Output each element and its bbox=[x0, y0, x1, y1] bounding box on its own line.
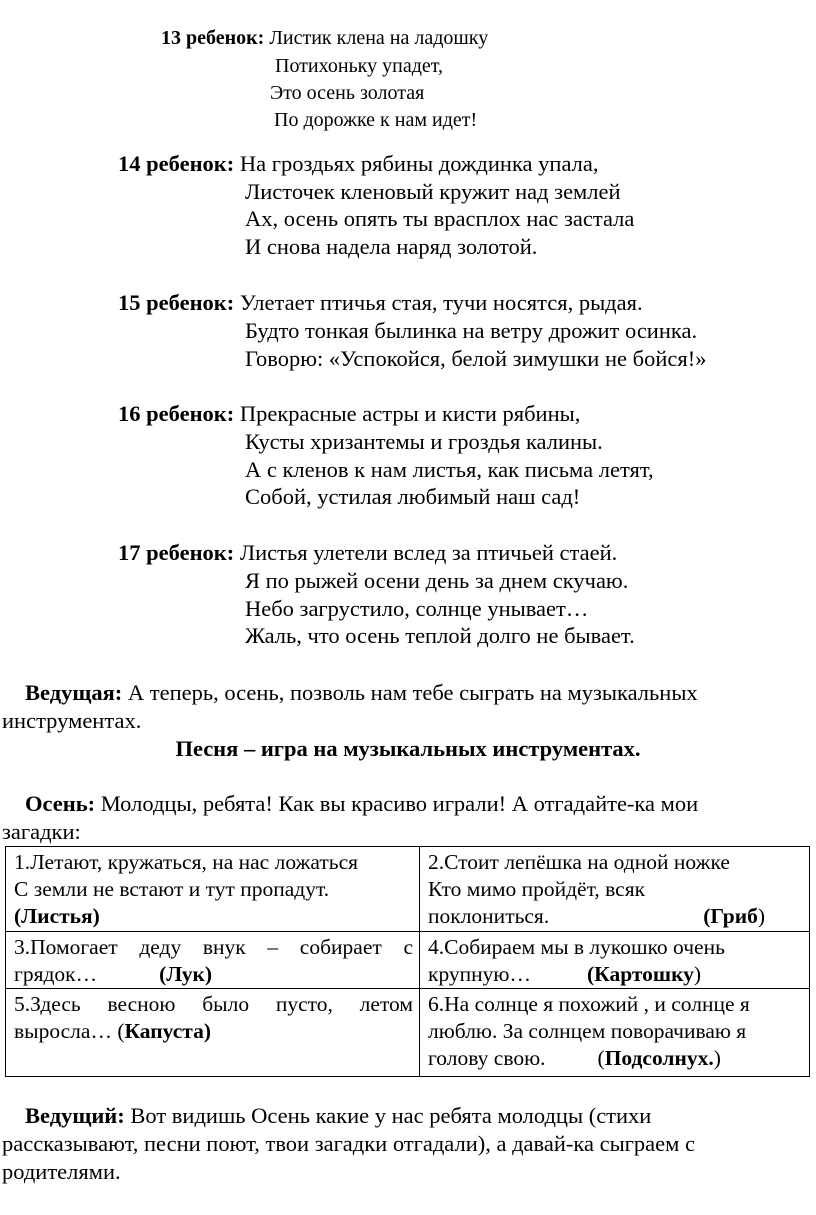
riddle-3-line-2: грядок… bbox=[14, 962, 98, 986]
riddle-2-answer: Гриб bbox=[710, 904, 758, 928]
riddle-6-close-paren: ) bbox=[713, 1046, 721, 1070]
poem-13-line-3: Это осень золотая bbox=[270, 82, 425, 104]
autumn-speaker: Осень: bbox=[25, 791, 96, 816]
poem-14-text-1: На гроздьях рябины дождинка упала, bbox=[239, 151, 599, 176]
host2-text-1: Вот видишь Осень какие у нас ребята молодцы (стихи bbox=[130, 1103, 652, 1128]
riddle-2-line-3: поклониться. bbox=[428, 904, 550, 928]
host1-line-1 bbox=[25, 680, 698, 706]
autumn-text-1: Молодцы, ребята! Как вы красиво играли! А отгадайте-ка мои bbox=[100, 791, 699, 816]
autumn-line-2: загадки: bbox=[2, 819, 81, 844]
riddle-1-line-1: 1.Летают, кружаться, на нас ложаться bbox=[14, 850, 359, 874]
poem-15-speaker: 15 ребенок: bbox=[118, 290, 235, 315]
riddle-4-cell bbox=[420, 932, 810, 989]
riddle-2-line-1: 2.Стоит лепёшка на одной ножке bbox=[428, 850, 730, 874]
poem-15-text-1: Улетает птичья стая, тучи носятся, рыдая. bbox=[239, 290, 643, 315]
poem-15-line-2: Будто тонкая былинка на ветру дрожит осинка. bbox=[245, 318, 698, 343]
riddle-6-open-paren: ( bbox=[597, 1046, 605, 1070]
poem-16-speaker: 16 ребенок: bbox=[118, 401, 235, 426]
host1-text-1: А теперь, осень, позволь нам тебе сыграть на музыкальных bbox=[127, 680, 698, 705]
riddle-2-close-paren: ) bbox=[757, 904, 765, 928]
riddle-1-cell bbox=[6, 847, 420, 932]
poem-13-speaker: 13 ребенок: bbox=[161, 27, 265, 49]
autumn-line-1 bbox=[25, 791, 698, 817]
poem-14-line-2: Листочек кленовый кружит над землей bbox=[245, 179, 621, 204]
host2-line-1 bbox=[25, 1103, 651, 1129]
riddle-4-answer: (Картошку bbox=[587, 962, 694, 986]
host1-speaker: Ведущая: bbox=[25, 680, 123, 705]
poem-17-line-2: Я по рыжей осени день за днем скучаю. bbox=[245, 568, 629, 593]
poem-17-line-4: Жаль, что осень теплой долго не бывает. bbox=[245, 623, 635, 648]
riddle-6-line-2: люблю. За солнцем поворачиваю я bbox=[428, 1019, 747, 1043]
table-row bbox=[6, 989, 810, 1077]
riddle-5-line-2: выросла… bbox=[14, 1019, 112, 1043]
poem-16-line-4: Собой, устилая любимый наш сад! bbox=[245, 484, 581, 509]
riddle-5-cell bbox=[6, 989, 420, 1077]
poem-13-text-1: Листик клена на ладошку bbox=[269, 27, 489, 49]
poem-16-text-1: Прекрасные астры и кисти рябины, bbox=[239, 401, 581, 426]
riddle-3-answer: (Лук) bbox=[159, 962, 213, 986]
riddle-3-cell bbox=[6, 932, 420, 989]
riddle-4-line-2: крупную… bbox=[428, 962, 531, 986]
poem-15-line-1 bbox=[118, 290, 643, 316]
host2-speaker: Ведущий: bbox=[25, 1103, 125, 1128]
poem-16-line-2: Кусты хризантемы и гроздья калины. bbox=[245, 429, 603, 454]
riddle-1-answer: (Листья) bbox=[14, 904, 100, 928]
poem-14-line-4: И снова надела наряд золотой. bbox=[245, 234, 538, 259]
poem-13-line-1 bbox=[161, 27, 488, 50]
poem-17-line-3: Небо загрустило, солнце унывает… bbox=[245, 596, 589, 621]
poem-16-line-3: А с кленов к нам листья, как письма летят, bbox=[245, 457, 654, 482]
riddle-6-answer: Подсолнух. bbox=[604, 1046, 714, 1070]
riddle-2-cell bbox=[420, 847, 810, 932]
host2-line-3: родителями. bbox=[2, 1159, 121, 1184]
riddle-5-open-paren: ( bbox=[117, 1019, 125, 1043]
poem-15-line-3: Говорю: «Успокойся, белой зимушки не бойся!» bbox=[245, 346, 707, 371]
poem-13-line-4: По дорожке к нам идет! bbox=[274, 109, 478, 131]
riddle-1-line-2: С земли не встают и тут пропадут. bbox=[14, 877, 330, 901]
poem-17-speaker: 17 ребенок: bbox=[118, 540, 235, 565]
poem-14-line-1 bbox=[118, 151, 598, 177]
poem-13-line-2: Потихоньку упадет, bbox=[275, 55, 443, 77]
riddle-6-line-1: 6.На солнце я похожий , и солнце я bbox=[428, 992, 750, 1016]
riddle-4-close-paren: ) bbox=[693, 962, 702, 986]
host2-line-2: рассказывают, песни поют, твои загадки отгадали), а давай-ка сыграем с bbox=[2, 1131, 695, 1156]
song-title: Песня – игра на музыкальных инструментах. bbox=[175, 736, 641, 761]
riddle-5-answer: Капуста) bbox=[124, 1019, 212, 1043]
riddle-5-line-1: 5.Здесь весною было пусто, летом bbox=[14, 992, 413, 1016]
riddle-4-line-1: 4.Собираем мы в лукошко очень bbox=[428, 935, 725, 959]
poem-17-line-1 bbox=[118, 540, 617, 566]
poem-17-text-1: Листья улетели вслед за птичьей стаей. bbox=[239, 540, 618, 565]
riddle-2-open-paren: ( bbox=[703, 904, 711, 928]
riddle-2-line-2: Кто мимо пройдёт, всяк bbox=[428, 877, 646, 901]
table-row bbox=[6, 847, 810, 932]
riddles-table bbox=[5, 846, 810, 1077]
poem-14-line-3: Ах, осень опять ты врасплох нас застала bbox=[245, 206, 635, 231]
riddle-6-cell bbox=[420, 989, 810, 1077]
poem-16-line-1 bbox=[118, 401, 580, 427]
table-row bbox=[6, 932, 810, 989]
poem-14-speaker: 14 ребенок: bbox=[118, 151, 235, 176]
riddle-3-line-1: 3.Помогает деду внук – собирает с bbox=[14, 935, 413, 959]
host1-line-2: инструментах. bbox=[2, 708, 142, 733]
riddle-6-line-3: голову свою. bbox=[428, 1046, 546, 1070]
